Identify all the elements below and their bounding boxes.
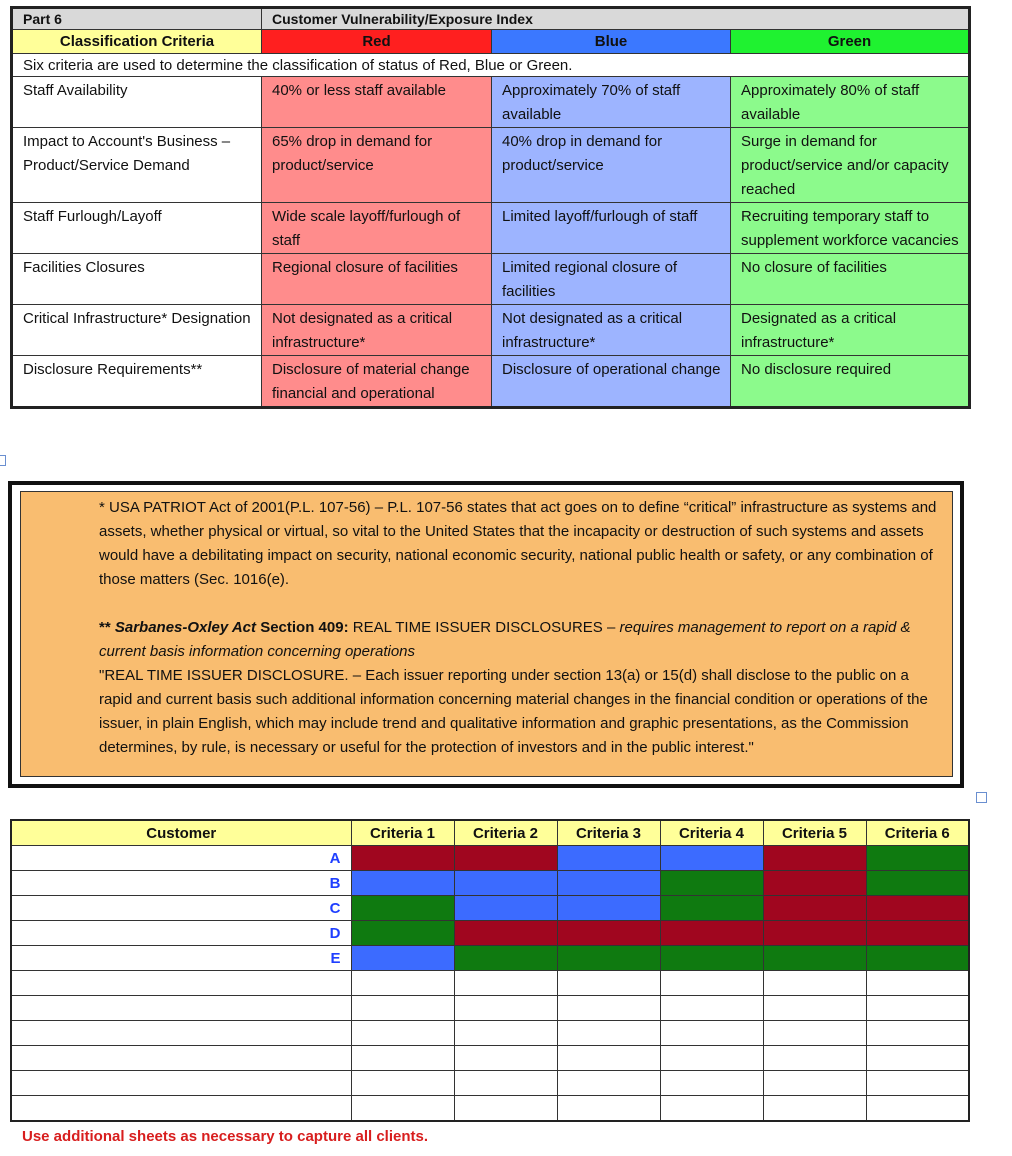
green-criteria-cell: Recruiting temporary staff to supplement workforce vacancies <box>731 203 970 254</box>
criteria-header: Criteria 2 <box>454 820 557 846</box>
part-label: Part 6 <box>12 8 262 30</box>
status-cell-blue[interactable] <box>351 871 454 896</box>
empty-cell[interactable] <box>763 996 866 1021</box>
empty-row <box>11 1071 969 1096</box>
empty-cell[interactable] <box>763 1046 866 1071</box>
criteria-header: Criteria 4 <box>660 820 763 846</box>
intro-row <box>12 54 970 77</box>
empty-cell[interactable] <box>660 971 763 996</box>
criteria-header: Criteria 1 <box>351 820 454 846</box>
empty-cell[interactable] <box>11 1021 351 1046</box>
empty-cell[interactable] <box>763 1071 866 1096</box>
table-row <box>11 921 969 946</box>
customer-name-cell[interactable]: B <box>11 871 351 896</box>
status-cell-green[interactable] <box>866 846 969 871</box>
sox-act-name: Sarbanes-Oxley Act <box>114 619 257 636</box>
green-criteria-cell: No disclosure required <box>731 356 970 408</box>
empty-cell[interactable] <box>660 1071 763 1096</box>
table-row <box>11 846 969 871</box>
green-criteria-cell: No closure of facilities <box>731 254 970 305</box>
status-cell-red[interactable] <box>763 846 866 871</box>
empty-cell[interactable] <box>351 996 454 1021</box>
empty-cell[interactable] <box>351 971 454 996</box>
selection-handle[interactable] <box>0 455 6 466</box>
status-cell-red[interactable] <box>454 846 557 871</box>
empty-cell[interactable] <box>557 1046 660 1071</box>
criteria-name: Facilities Closures <box>12 254 262 305</box>
empty-cell[interactable] <box>763 971 866 996</box>
empty-cell[interactable] <box>11 996 351 1021</box>
table-row <box>11 946 969 971</box>
empty-cell[interactable] <box>11 1096 351 1122</box>
status-cell-blue[interactable] <box>557 871 660 896</box>
empty-cell[interactable] <box>866 1096 969 1122</box>
status-cell-blue[interactable] <box>454 871 557 896</box>
blue-criteria-cell: Not designated as a critical infrastructure* <box>492 305 731 356</box>
status-cell-red[interactable] <box>660 921 763 946</box>
empty-cell[interactable] <box>454 971 557 996</box>
criteria-row <box>12 305 970 356</box>
empty-row <box>11 996 969 1021</box>
empty-cell[interactable] <box>557 1096 660 1122</box>
empty-cell[interactable] <box>454 1071 557 1096</box>
status-cell-green[interactable] <box>351 896 454 921</box>
customer-name-cell[interactable]: E <box>11 946 351 971</box>
blue-criteria-cell: Limited layoff/furlough of staff <box>492 203 731 254</box>
status-cell-blue[interactable] <box>454 896 557 921</box>
criteria-row <box>12 203 970 254</box>
empty-cell[interactable] <box>11 971 351 996</box>
criteria-name: Disclosure Requirements** <box>12 356 262 408</box>
empty-cell[interactable] <box>763 1021 866 1046</box>
criteria-name: Critical Infrastructure* Designation <box>12 305 262 356</box>
empty-row <box>11 1021 969 1046</box>
sox-section: Section 409: <box>256 619 349 636</box>
customer-matrix-table <box>10 819 970 1122</box>
empty-cell[interactable] <box>557 1071 660 1096</box>
empty-cell[interactable] <box>454 1046 557 1071</box>
criteria-name: Impact to Account's Business – Product/Service Demand <box>12 128 262 203</box>
status-cell-blue[interactable] <box>557 896 660 921</box>
sox-requirement: requires management to report on a rapid & current basis information concerning operations <box>99 619 911 660</box>
empty-cell[interactable] <box>660 996 763 1021</box>
index-title: Customer Vulnerability/Exposure Index <box>262 8 970 30</box>
criteria-row <box>12 128 970 203</box>
red-header: Red <box>262 30 492 54</box>
table-title-row <box>12 8 970 30</box>
footer-note: Use additional sheets as necessary to capture all clients. <box>22 1128 429 1145</box>
status-cell-green[interactable] <box>660 946 763 971</box>
blue-criteria-cell: Approximately 70% of staff available <box>492 77 731 128</box>
empty-cell[interactable] <box>866 1021 969 1046</box>
empty-row <box>11 1096 969 1122</box>
status-cell-green[interactable] <box>866 946 969 971</box>
notes-panel <box>20 491 953 777</box>
green-criteria-cell: Approximately 80% of staff available <box>731 77 970 128</box>
customer-rows <box>11 846 969 1122</box>
empty-cell[interactable] <box>866 971 969 996</box>
red-criteria-cell: 40% or less staff available <box>262 77 492 128</box>
empty-cell[interactable] <box>660 1021 763 1046</box>
sox-note <box>99 616 946 664</box>
red-criteria-cell: Disclosure of material change financial and operational <box>262 356 492 408</box>
red-criteria-cell: Wide scale layoff/furlough of staff <box>262 203 492 254</box>
table-row <box>11 896 969 921</box>
criteria-header: Criteria 5 <box>763 820 866 846</box>
status-cell-green[interactable] <box>660 896 763 921</box>
empty-cell[interactable] <box>660 1046 763 1071</box>
status-cell-red[interactable] <box>866 921 969 946</box>
criteria-name: Staff Furlough/Layoff <box>12 203 262 254</box>
empty-cell[interactable] <box>557 971 660 996</box>
criteria-row <box>12 254 970 305</box>
customer-header: Customer <box>11 820 351 846</box>
criteria-header-row <box>12 30 970 54</box>
criteria-header: Criteria 6 <box>866 820 969 846</box>
empty-cell[interactable] <box>351 1021 454 1046</box>
status-cell-green[interactable] <box>763 946 866 971</box>
classification-criteria-header: Classification Criteria <box>12 30 262 54</box>
empty-row <box>11 1046 969 1071</box>
status-cell-red[interactable] <box>557 921 660 946</box>
status-cell-red[interactable] <box>351 846 454 871</box>
selection-handle[interactable] <box>976 792 987 803</box>
notes-text-box[interactable] <box>8 481 964 788</box>
empty-cell[interactable] <box>351 1096 454 1122</box>
red-criteria-cell: 65% drop in demand for product/service <box>262 128 492 203</box>
status-cell-green[interactable] <box>454 946 557 971</box>
status-cell-green[interactable] <box>351 921 454 946</box>
empty-cell[interactable] <box>11 1046 351 1071</box>
blue-criteria-cell: Limited regional closure of facilities <box>492 254 731 305</box>
blue-criteria-cell: 40% drop in demand for product/service <box>492 128 731 203</box>
empty-cell[interactable] <box>454 996 557 1021</box>
empty-cell[interactable] <box>557 1021 660 1046</box>
blue-criteria-cell: Disclosure of operational change <box>492 356 731 408</box>
green-header: Green <box>731 30 970 54</box>
table-row <box>11 871 969 896</box>
empty-cell[interactable] <box>454 1021 557 1046</box>
empty-cell[interactable] <box>866 996 969 1021</box>
empty-cell[interactable] <box>660 1096 763 1122</box>
criteria-header: Criteria 3 <box>557 820 660 846</box>
empty-cell[interactable] <box>866 1071 969 1096</box>
classification-table <box>10 6 971 409</box>
patriot-act-note: * USA PATRIOT Act of 2001(P.L. 107-56) – P.L. 107-56 states that act goes on to define “critical” infrastructure as systems and assets, whether physical or virtual, so vital to the United States that the incapacity or destruction of such systems and assets would have a debilitating impact on security, national economic security, national public health or safety, or any combination of those matters (Sec. 1016(e). <box>99 499 937 588</box>
red-criteria-cell: Not designated as a critical infrastructure* <box>262 305 492 356</box>
status-cell-red[interactable] <box>763 896 866 921</box>
status-cell-blue[interactable] <box>557 846 660 871</box>
criteria-row <box>12 356 970 408</box>
notes-content <box>99 496 946 760</box>
intro-text: Six criteria are used to determine the classification of status of Red, Blue or Green. <box>12 54 970 77</box>
customer-name-cell[interactable]: A <box>11 846 351 871</box>
status-cell-green[interactable] <box>866 871 969 896</box>
sox-title: REAL TIME ISSUER DISCLOSURES – <box>348 619 620 636</box>
blue-header: Blue <box>492 30 731 54</box>
status-cell-green[interactable] <box>660 871 763 896</box>
green-criteria-cell: Designated as a critical infrastructure* <box>731 305 970 356</box>
red-criteria-cell: Regional closure of facilities <box>262 254 492 305</box>
empty-cell[interactable] <box>557 996 660 1021</box>
empty-cell[interactable] <box>11 1071 351 1096</box>
status-cell-red[interactable] <box>454 921 557 946</box>
empty-cell[interactable] <box>763 1096 866 1122</box>
sox-prefix: ** <box>99 619 115 636</box>
status-cell-blue[interactable] <box>351 946 454 971</box>
customer-name-cell[interactable]: D <box>11 921 351 946</box>
empty-cell[interactable] <box>351 1071 454 1096</box>
status-cell-red[interactable] <box>866 896 969 921</box>
status-cell-red[interactable] <box>763 921 866 946</box>
status-cell-blue[interactable] <box>660 846 763 871</box>
sox-quote: "REAL TIME ISSUER DISCLOSURE. – Each issuer reporting under section 13(a) or 15(d) shall disclose to the public on a rapid and current basis such additional information concerning material changes in the financial condition or operations of the issuer, in plain English, which may include trend and qualitative information and graphic presentations, as the Commission determines, by rule, is necessary or useful for the protection of investors and in the public interest." <box>99 667 928 756</box>
green-criteria-cell: Surge in demand for product/service and/or capacity reached <box>731 128 970 203</box>
status-cell-red[interactable] <box>763 871 866 896</box>
criteria-name: Staff Availability <box>12 77 262 128</box>
empty-row <box>11 971 969 996</box>
empty-cell[interactable] <box>866 1046 969 1071</box>
empty-cell[interactable] <box>351 1046 454 1071</box>
customer-name-cell[interactable]: C <box>11 896 351 921</box>
criteria-row <box>12 77 970 128</box>
empty-cell[interactable] <box>454 1096 557 1122</box>
status-cell-green[interactable] <box>557 946 660 971</box>
customer-header-row <box>11 820 969 846</box>
